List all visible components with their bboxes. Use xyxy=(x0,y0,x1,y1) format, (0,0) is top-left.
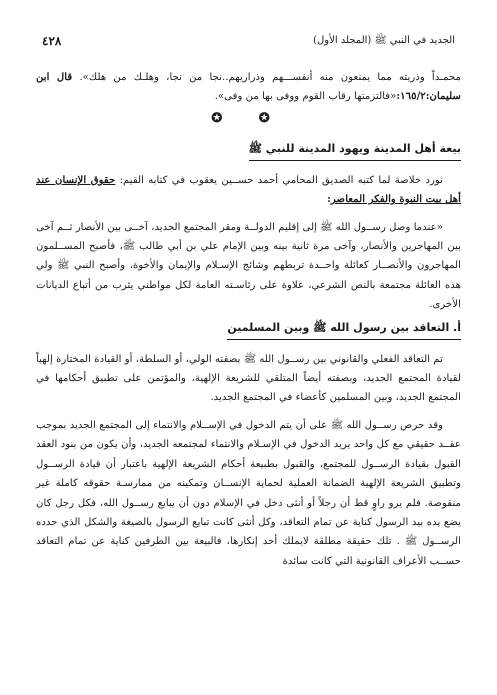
page-body xyxy=(36,68,461,571)
section-heading-contract: أ. التعاقد بين رسول الله ﷺ وبين المسلمين xyxy=(227,321,461,340)
intro-text: محمـداً وذريته مما يمنعون منه أنفســـهم وذراريهم..نجا من نجا، وهلـك من هلك». xyxy=(72,72,462,83)
page-header xyxy=(42,34,455,48)
intro-paragraph xyxy=(36,68,461,107)
paragraph-quote: «عندما وصل رســول الله ﷺ إلى إقليم الدولــة ومقر المجتمع الجديد، آخــى بين الأنصار ثــم آخى بين المهاجرين والأنصار، وآخى مرة ثانية بينه وبين الإمام علي بن أبي طالب ﷺ، فأصبح المســلمون المهاجرون والأنصــار كعائلة واحــدة تربطهم وشائج الإسـلام والإيمان والأخوة، وأصبح النبي ﷺ ولي هذه العائلة مجتمعة بالنص الشرعي، علاوة على رئاسـته العامة لكل مواطني يثرب من أتباع الديانات الأخرى. xyxy=(36,221,461,311)
paragraph-contract-1: تم التعاقد الفعلي والقانوني بين رســول الله ﷺ بصفته الولي، أو السلطة، أو القيادة المختارة إلهياً لقيادة المجتمع الجديد، وبصفته أيضاً المتلقي للشريعة الإلهية، والمؤتمن على تطبيق أحكامها في المجتمع الجديد، وبين المسلمين كأعضاء في المجتمع الجديد. xyxy=(36,353,461,404)
book-title: حقوق الإنسان عند أهل بيت النبوة والفكر المعاصر xyxy=(36,173,461,206)
paragraph-contract-2: وقد حرص رســول الله ﷺ على أن يتم الدخول في الإســلام والانتماء إلى المجتمع الجديد بموجب عقــد حقيقي مع كل واحد يريد الدخول في الإسـلام والانتماء لمجتمعه الجديد، وأن يكون من بنود العقد القبول بقيادة الرســول للمجتمع، والقبول بطبيعة أحكام الشريعة الإلهية باعتبار أن قيادة الرســول وتطبيق الشريعة الإلهية الضمانة العملية لحماية الإنســان وتمكينه من ممارسـة حقوقه كاملة غير منقوصة. فلم يرو راوٍ قط أن رجلاً أو أنثى دخل في الإسلام دون أن يبايع رســول الله، فكل رجل كان يضع يده بيد الرسول كناية عن تمام التعاقد، وكل أنثى كانت تبايع الرسول بالصيغة والشكل الذي حدده الرســول ﷺ . تلك حقيقة مطلقة لايملك أحد إنكارها، فالبيعة بين الطرفين كناية عن تمام التعاقد حســب الأعراف القانونية التي كانت سائدة xyxy=(36,419,461,567)
separator-stars: ✪ ✪ xyxy=(211,110,286,126)
page-number: ٤٢٨ xyxy=(42,34,62,48)
source-colon: : xyxy=(327,193,331,206)
source-intro-text: نورد خلاصة لما كتبه الصديق المحامي أحمد حســين يعقوب في كتابه القيم: xyxy=(115,174,443,186)
running-title: الجديد في النبي ﷺ (المجلد الأول) xyxy=(313,35,455,46)
paragraph-intro-source xyxy=(36,171,461,210)
intro-bold-reference: قال ابن سليمان:١٦٥/٢: xyxy=(36,71,461,103)
intro-tail: «فالتزمتها رقاب القوم ووفى بها من وفى». xyxy=(214,91,397,103)
section-heading-bayah: بيعة أهل المدينة ويهود المدينة للنبي ﷺ xyxy=(249,142,461,161)
